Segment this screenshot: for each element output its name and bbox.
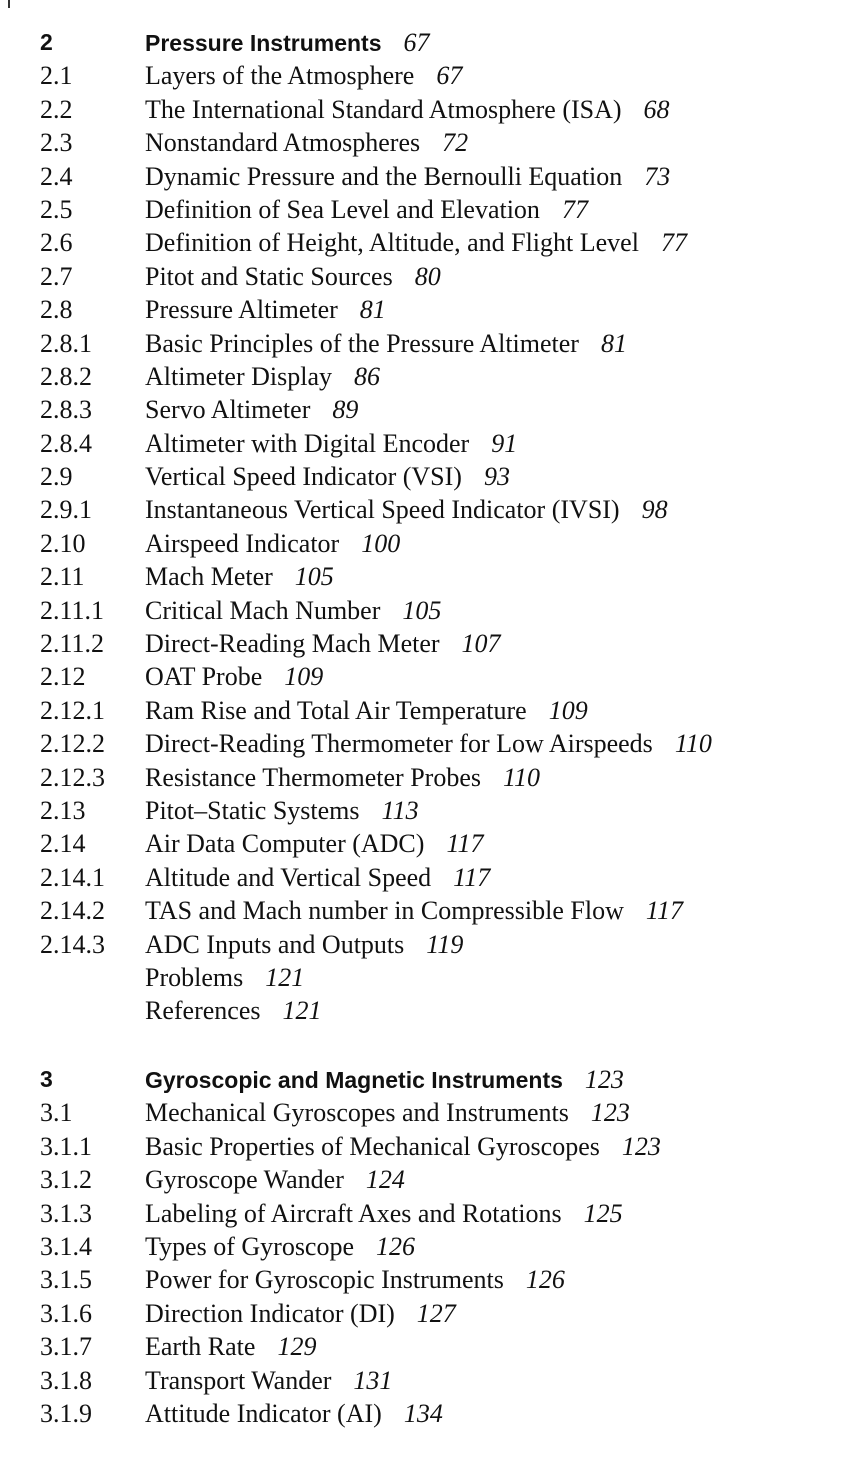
entry-page-number: 93 [483,462,510,492]
entry-title: Air Data Computer (ADC) [145,829,425,859]
chapter-page-number: 67 [403,28,430,57]
toc-entry [40,1230,840,1263]
entry-title: ADC Inputs and Outputs [145,929,405,959]
entry-page-number: 73 [644,161,671,191]
chapter-number: 2 [40,29,53,55]
entry-title-wrap [145,1397,443,1430]
entry-number: 2.14.2 [40,896,105,926]
chapter-title-wrap [145,26,429,60]
entry-page-number: 105 [402,595,442,625]
entry-title-wrap [145,226,687,259]
toc-entry [40,226,840,259]
entry-page-number: 89 [332,395,359,425]
entry-number: 2.13 [40,795,86,825]
toc-entry [40,393,840,426]
entry-number: 2.9.1 [40,495,92,525]
entry-page-number: 126 [525,1265,565,1295]
entry-title-wrap [145,861,490,894]
entry-title: Servo Altimeter [145,395,311,425]
entry-title-wrap [145,1230,415,1263]
entry-title-wrap [145,360,380,393]
entry-title-wrap [145,59,462,92]
entry-page-number: 117 [446,829,484,859]
chapter-heading [40,26,840,59]
entry-page-number: 110 [674,729,712,759]
entry-page-number: 124 [365,1165,405,1195]
entry-number: 2.14.3 [40,929,105,959]
entry-page-number: 129 [277,1332,317,1362]
entry-title: Altimeter Display [145,361,333,391]
entry-title-wrap [145,1096,630,1129]
toc-entry [40,59,840,92]
entry-number: 2.8.4 [40,428,92,458]
entry-page-number: 100 [361,528,401,558]
entry-title-wrap [145,594,441,627]
entry-title-wrap [145,327,627,360]
entry-title-wrap [145,761,540,794]
entry-title-wrap [145,961,304,994]
entry-number: 3.1.1 [40,1131,92,1161]
entry-page-number: 80 [414,261,441,291]
chapter-page-number: 123 [584,1065,624,1094]
entry-title-wrap [145,794,419,827]
toc-entry [40,1096,840,1129]
entry-number: 2.12 [40,662,86,692]
toc-entry [40,460,840,493]
entry-page-number: 107 [461,629,501,659]
entry-title: Pitot–Static Systems [145,795,360,825]
entry-title-wrap [145,727,712,760]
toc-entry [40,1297,840,1330]
toc-entry [40,126,840,159]
toc-entry [40,1330,840,1363]
entry-number: 2.11.2 [40,629,105,659]
entry-number: 2.8.2 [40,361,92,391]
entry-page-number: 123 [621,1131,661,1161]
entry-title: TAS and Mach number in Compressible Flow [145,896,624,926]
entry-page-number: 110 [502,762,541,792]
entry-page-number: 134 [403,1398,443,1428]
entry-number: 2.14.1 [40,862,105,892]
entry-title-wrap [145,260,441,293]
entry-title: Pressure Altimeter [145,295,338,325]
entry-number: 2.1 [40,61,73,91]
entry-page-number: 86 [354,361,381,391]
chapter-title-wrap [145,1063,624,1097]
entry-title: Direct-Reading Mach Meter [145,629,440,659]
entry-title-wrap [145,560,334,593]
entry-number: 2.8 [40,295,73,325]
entry-page-number: 98 [641,495,668,525]
entry-title-wrap [145,994,321,1027]
entry-page-number: 123 [590,1098,630,1128]
toc-entry [40,1130,840,1163]
entry-number: 3.1.5 [40,1265,92,1295]
entry-number: 2.11 [40,562,85,592]
entry-page-number: 127 [416,1298,456,1328]
entry-title: Attitude Indicator (AI) [145,1398,382,1428]
entry-page-number: 113 [381,795,419,825]
entry-number: 3.1.4 [40,1231,92,1261]
entry-title: Transport Wander [145,1365,332,1395]
entry-title: Labeling of Aircraft Axes and Rotations [145,1198,562,1228]
entry-title: Direct-Reading Thermometer for Low Airspeeds [145,729,653,759]
entry-title: Power for Gyroscopic Instruments [145,1265,504,1295]
toc-entry [40,327,840,360]
entry-number: 2.6 [40,228,73,258]
entry-title-wrap [145,827,484,860]
toc-entry [40,961,840,994]
chapter-title: Gyroscopic and Magnetic Instruments [145,1067,563,1093]
toc-entry [40,894,840,927]
entry-title: Mechanical Gyroscopes and Instruments [145,1098,569,1128]
entry-title-wrap [145,527,400,560]
entry-page-number: 81 [600,328,627,358]
entry-title-wrap [145,1263,565,1296]
entry-title: Definition of Sea Level and Elevation [145,194,540,224]
toc-entry [40,827,840,860]
entry-page-number: 131 [353,1365,393,1395]
entry-title: OAT Probe [145,662,263,692]
entry-title-wrap [145,493,668,526]
entry-title-wrap [145,293,386,326]
entry-title: Direction Indicator (DI) [145,1298,395,1328]
toc-entry [40,594,840,627]
toc-entry [40,1197,840,1230]
entry-title: Altimeter with Digital Encoder [145,428,470,458]
entry-title-wrap [145,1297,456,1330]
toc-entry [40,794,840,827]
entry-title: Gyroscope Wander [145,1165,344,1195]
entry-page-number: 117 [645,896,683,926]
entry-number: 3.1.8 [40,1365,92,1395]
scan-mark [8,0,10,8]
entry-page-number: 109 [284,662,324,692]
toc-entry [40,1364,840,1397]
entry-title: Nonstandard Atmospheres [145,128,421,158]
entry-title: Mach Meter [145,562,273,592]
entry-title: Critical Mach Number [145,595,381,625]
entry-title-wrap [145,1330,316,1363]
entry-title: Altitude and Vertical Speed [145,862,432,892]
entry-number: 2.3 [40,128,73,158]
entry-title: Dynamic Pressure and the Bernoulli Equation [145,161,623,191]
entry-number: 2.14 [40,829,86,859]
entry-title-wrap [145,160,670,193]
toc-section-chapter-2 [40,26,840,1028]
entry-title-wrap [145,193,588,226]
entry-title: Layers of the Atmosphere [145,61,415,91]
entry-number: 2.8.3 [40,395,92,425]
toc-entry [40,1163,840,1196]
entry-number: 2.4 [40,161,73,191]
entry-title-wrap [145,427,517,460]
entry-page-number: 67 [436,61,463,91]
entry-page-number: 77 [561,194,588,224]
entry-number: 2.7 [40,261,73,291]
toc-entry [40,928,840,961]
entry-title: References [145,996,261,1026]
entry-number: 2.12.3 [40,762,105,792]
entry-page-number: 72 [442,128,469,158]
toc-entry [40,360,840,393]
entry-number: 2.12.1 [40,695,105,725]
toc-entry [40,527,840,560]
entry-title-wrap [145,460,510,493]
entry-title: Pitot and Static Sources [145,261,393,291]
entry-title-wrap [145,894,683,927]
entry-title-wrap [145,393,358,426]
entry-title: Resistance Thermometer Probes [145,762,481,792]
entry-title: Basic Principles of the Pressure Altimeter [145,328,579,358]
toc-entry [40,861,840,894]
entry-title-wrap [145,1130,661,1163]
entry-page-number: 77 [660,228,687,258]
entry-number: 3.1 [40,1098,73,1128]
entry-page-number: 119 [426,929,464,959]
toc-entry [40,660,840,693]
entry-number: 3.1.7 [40,1332,92,1362]
entry-title-wrap [145,1163,405,1196]
entry-page-number: 121 [282,996,322,1026]
toc-entry [40,694,840,727]
entry-title-wrap [145,660,323,693]
entry-number: 2.9 [40,462,73,492]
toc-entry [40,93,840,126]
entry-page-number: 91 [491,428,518,458]
entry-number: 3.1.2 [40,1165,92,1195]
toc-section-chapter-3 [40,1063,840,1430]
entry-page-number: 126 [376,1231,416,1261]
entry-number: 2.5 [40,194,73,224]
entry-number: 2.12.2 [40,729,105,759]
entry-title-wrap [145,694,588,727]
entry-number: 3.1.6 [40,1298,92,1328]
entry-title: Basic Properties of Mechanical Gyroscopes [145,1131,600,1161]
chapter-title: Pressure Instruments [145,30,382,56]
entry-number: 2.8.1 [40,328,92,358]
toc-entry [40,994,840,1027]
entry-title: Airspeed Indicator [145,528,340,558]
entry-page-number: 105 [294,562,334,592]
entry-title: Earth Rate [145,1332,256,1362]
entry-title: Definition of Height, Altitude, and Flight Level [145,228,639,258]
entry-title-wrap [145,928,463,961]
entry-title: Vertical Speed Indicator (VSI) [145,462,462,492]
toc-entry [40,293,840,326]
toc-entry [40,493,840,526]
entry-page-number: 121 [265,962,305,992]
entry-title-wrap [145,1364,392,1397]
toc-entry [40,627,840,660]
toc-entry [40,260,840,293]
entry-number: 3.1.9 [40,1398,92,1428]
toc-entry [40,560,840,593]
entry-title-wrap [145,93,670,126]
toc-entry [40,1263,840,1296]
entry-number: 3.1.3 [40,1198,92,1228]
entry-number: 2.11.1 [40,595,105,625]
toc-entry [40,761,840,794]
entry-page-number: 117 [453,862,491,892]
toc-entry [40,1397,840,1430]
entry-page-number: 68 [643,94,670,124]
chapter-heading [40,1063,840,1096]
entry-title: Ram Rise and Total Air Temperature [145,695,527,725]
entry-title-wrap [145,1197,623,1230]
entry-title: The International Standard Atmosphere (ISA) [145,94,622,124]
entry-page-number: 125 [583,1198,623,1228]
entry-number: 2.2 [40,94,73,124]
entry-title: Instantaneous Vertical Speed Indicator (IVSI) [145,495,620,525]
entry-title: Types of Gyroscope [145,1231,355,1261]
entry-title-wrap [145,126,468,159]
toc-entry [40,727,840,760]
entry-page-number: 109 [548,695,588,725]
toc-entry [40,427,840,460]
entry-title: Problems [145,962,244,992]
entry-title-wrap [145,627,501,660]
toc-entry [40,193,840,226]
entry-page-number: 81 [359,295,386,325]
chapter-number: 3 [40,1066,53,1092]
toc-entry [40,160,840,193]
entry-number: 2.10 [40,528,86,558]
